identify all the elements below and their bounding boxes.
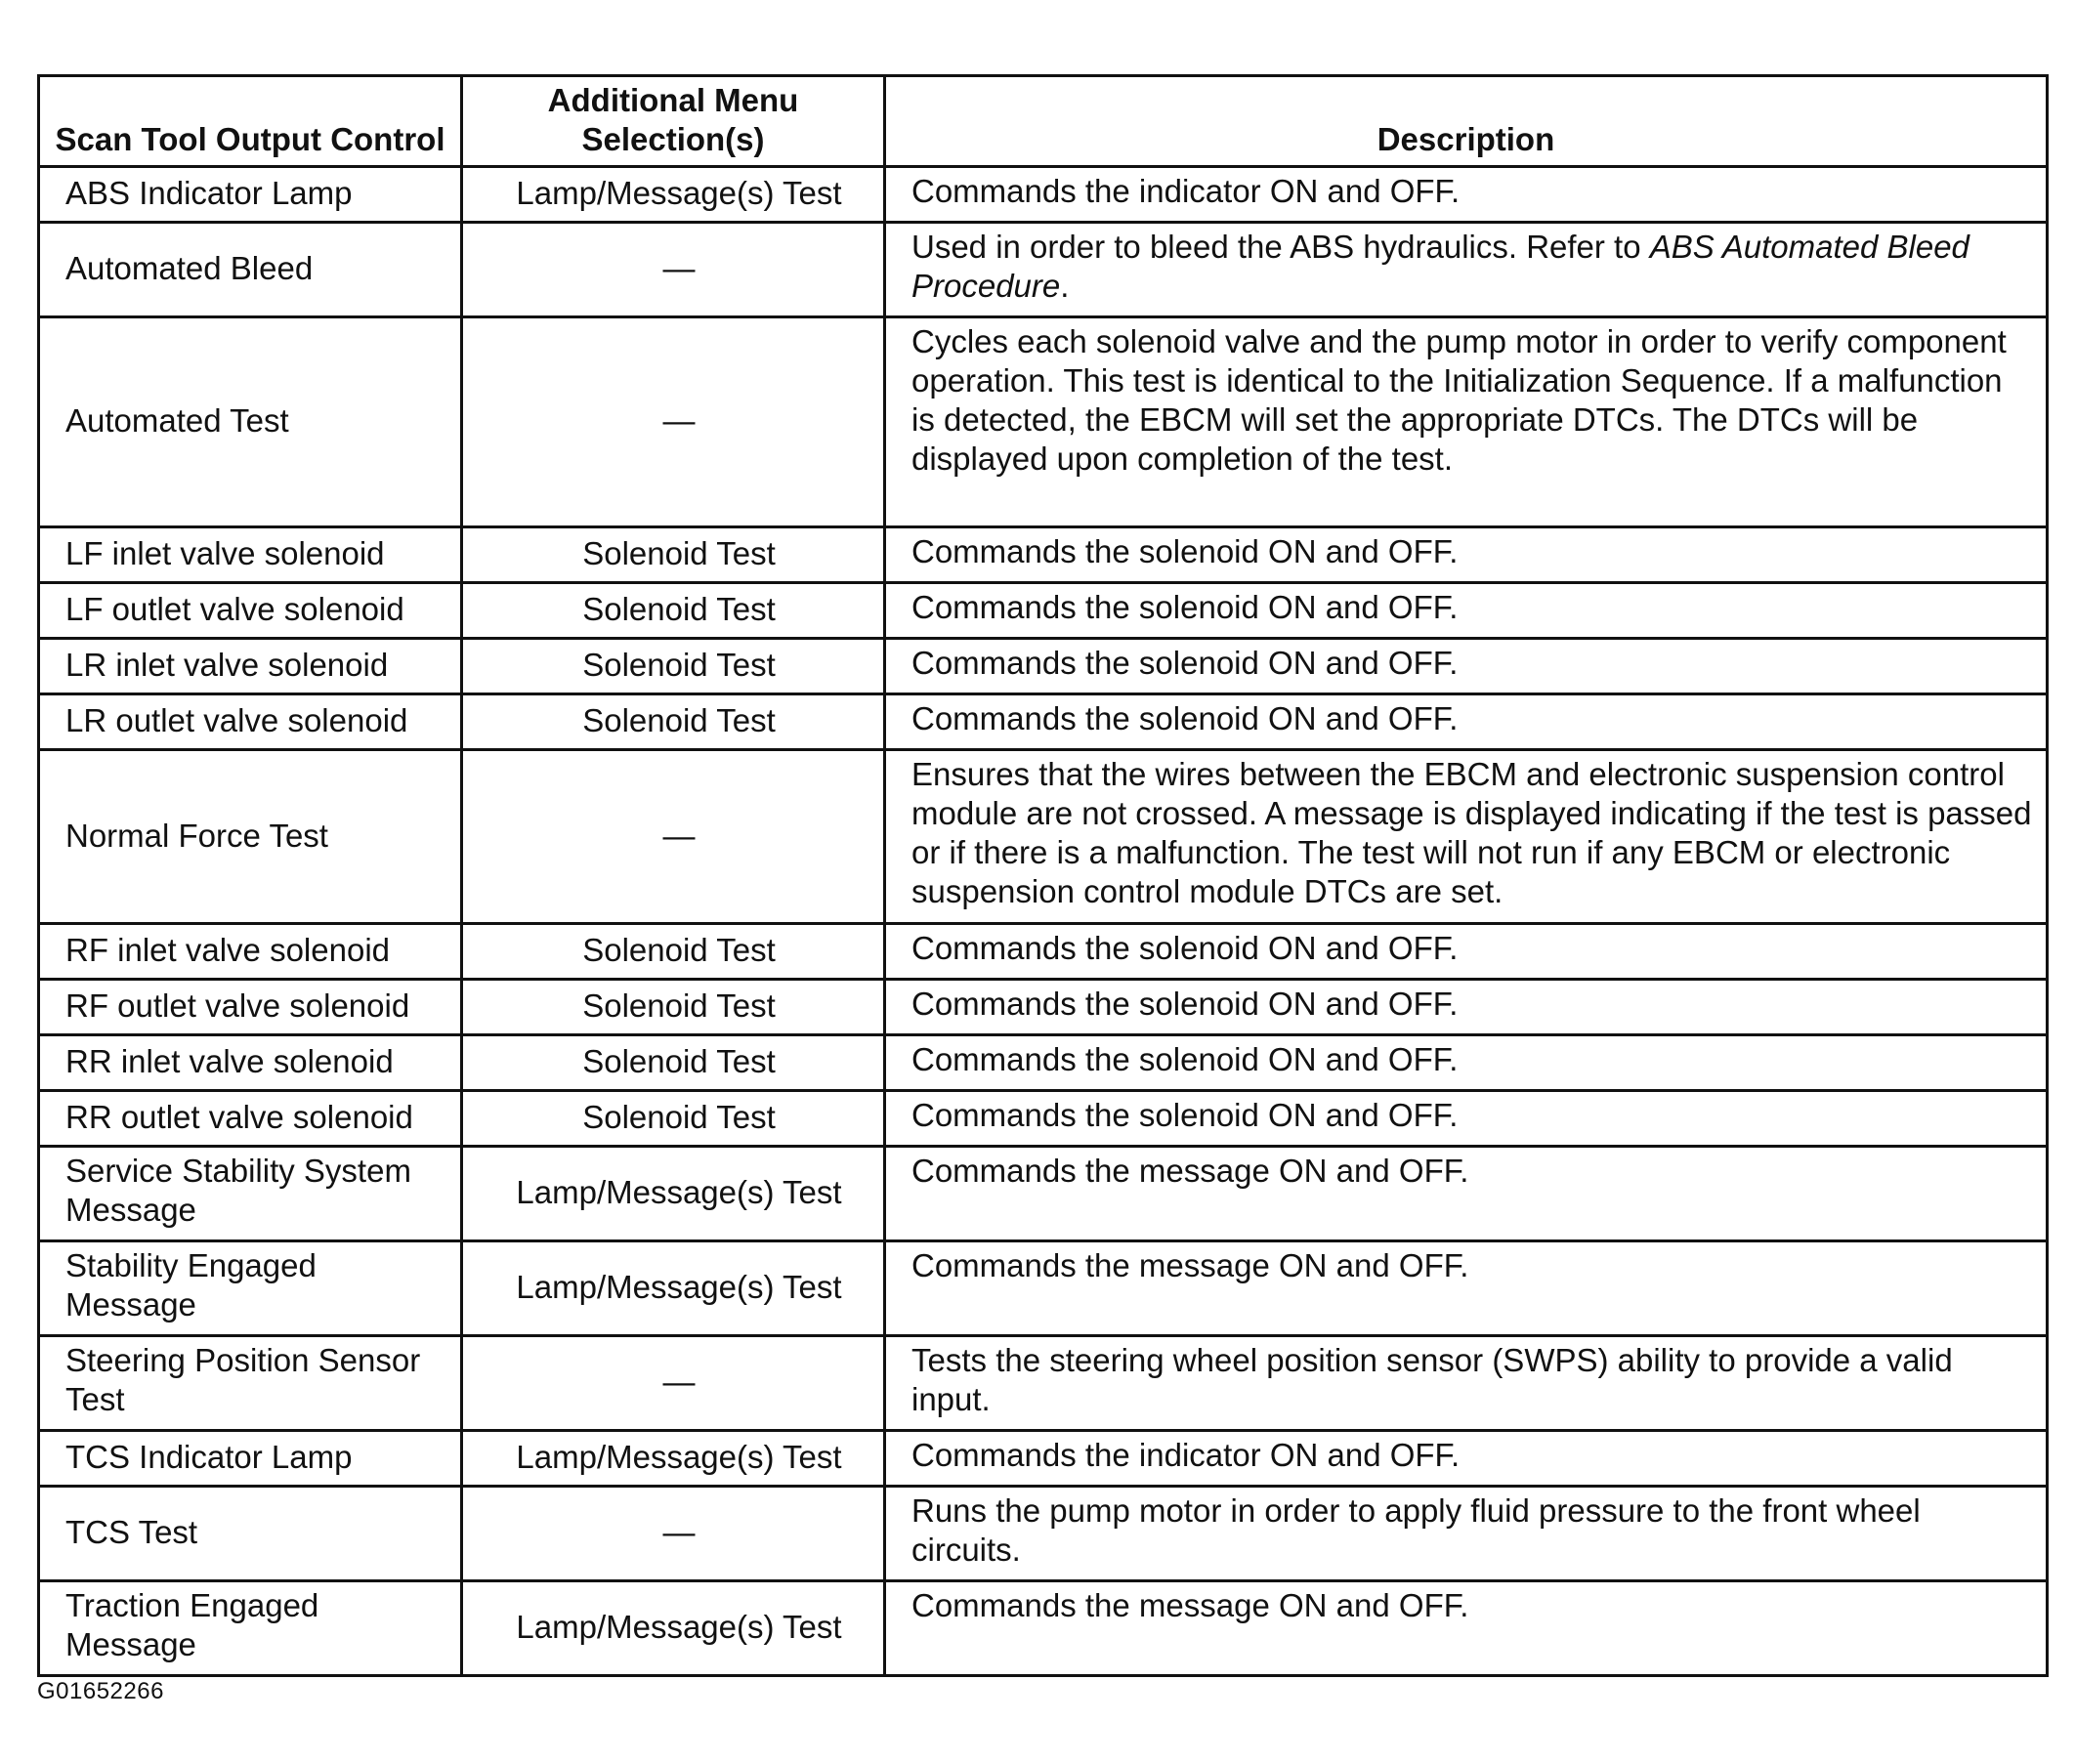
description-text: Commands the solenoid ON and OFF.: [911, 1041, 1459, 1077]
control-cell: LF outlet valve solenoid: [39, 583, 462, 639]
description-text: Commands the solenoid ON and OFF.: [911, 645, 1459, 681]
control-cell: Service Stability System Message: [39, 1147, 462, 1241]
description-cell: [885, 1336, 2048, 1431]
description-text: Used in order to bleed the ABS hydraulics. Refer to: [911, 229, 1650, 265]
menu-selection-cell: Lamp/Message(s) Test: [462, 1581, 885, 1676]
table-row: [39, 1241, 2048, 1336]
table-row: [39, 527, 2048, 583]
table-row: [39, 1487, 2048, 1581]
figure-id: G01652266: [37, 1678, 164, 1704]
table-row: [39, 317, 2048, 527]
description-cell: [885, 694, 2048, 750]
description-cell: [885, 750, 2048, 924]
control-cell: Steering Position Sensor Test: [39, 1336, 462, 1431]
menu-selection-cell: Solenoid Test: [462, 1035, 885, 1091]
menu-selection-cell: —: [462, 1487, 885, 1581]
menu-selection-cell: Solenoid Test: [462, 1091, 885, 1147]
description-cell: [885, 1035, 2048, 1091]
description-text: Commands the solenoid ON and OFF.: [911, 700, 1459, 736]
description-cell: [885, 1431, 2048, 1487]
menu-selection-cell: Solenoid Test: [462, 639, 885, 694]
description-text: Ensures that the wires between the EBCM and electronic suspension control module are not crossed. A message is displayed indicating if the test is passed or if there is a malfunction. The test will not run if any EBCM or electronic suspension control module DTCs are set.: [911, 756, 2032, 909]
description-text: Commands the message ON and OFF.: [911, 1587, 1469, 1623]
menu-selection-cell: Solenoid Test: [462, 924, 885, 980]
table-row: [39, 639, 2048, 694]
description-text: Commands the solenoid ON and OFF.: [911, 986, 1459, 1022]
description-text: Commands the solenoid ON and OFF.: [911, 533, 1459, 569]
table-row: [39, 924, 2048, 980]
control-cell: LR outlet valve solenoid: [39, 694, 462, 750]
control-cell: LF inlet valve solenoid: [39, 527, 462, 583]
menu-selection-cell: —: [462, 317, 885, 527]
description-text: Commands the solenoid ON and OFF.: [911, 1097, 1459, 1133]
table-row: [39, 750, 2048, 924]
description-cell: [885, 167, 2048, 223]
table-row: [39, 583, 2048, 639]
description-cell: [885, 1241, 2048, 1336]
table-header-row: [39, 76, 2048, 167]
description-text: Commands the indicator ON and OFF.: [911, 1437, 1461, 1473]
description-cell: [885, 1581, 2048, 1676]
menu-selection-cell: —: [462, 750, 885, 924]
description-cell: [885, 1487, 2048, 1581]
menu-selection-cell: Solenoid Test: [462, 583, 885, 639]
control-cell: Normal Force Test: [39, 750, 462, 924]
description-cell: [885, 527, 2048, 583]
description-text: Commands the solenoid ON and OFF.: [911, 930, 1459, 966]
control-cell: RR outlet valve solenoid: [39, 1091, 462, 1147]
description-cell: [885, 1091, 2048, 1147]
description-cell: [885, 1147, 2048, 1241]
description-text: Commands the message ON and OFF.: [911, 1247, 1469, 1283]
menu-selection-cell: Lamp/Message(s) Test: [462, 1241, 885, 1336]
description-cell: [885, 223, 2048, 317]
table-body: [39, 167, 2048, 1676]
description-text: Cycles each solenoid valve and the pump motor in order to verify component operation. This test is identical to the Initialization Sequence. If a malfunction is detected, the EBCM will set the appropriate DTCs. The DTCs will be displayed upon completion of the test.: [911, 323, 2007, 477]
menu-selection-cell: Lamp/Message(s) Test: [462, 1431, 885, 1487]
description-cell: [885, 924, 2048, 980]
description-cell: [885, 980, 2048, 1035]
description-text: Runs the pump motor in order to apply fluid pressure to the front wheel circuits.: [911, 1492, 1921, 1568]
table-row: [39, 694, 2048, 750]
control-cell: Automated Test: [39, 317, 462, 527]
table-row: [39, 167, 2048, 223]
description-end: .: [1060, 268, 1070, 304]
control-cell: Stability Engaged Message: [39, 1241, 462, 1336]
menu-selection-cell: Lamp/Message(s) Test: [462, 167, 885, 223]
description-cell: [885, 583, 2048, 639]
table-row: [39, 980, 2048, 1035]
control-cell: LR inlet valve solenoid: [39, 639, 462, 694]
menu-selection-cell: Solenoid Test: [462, 694, 885, 750]
table-row: [39, 1035, 2048, 1091]
header-description: Description: [885, 76, 2048, 167]
description-text: Commands the message ON and OFF.: [911, 1153, 1469, 1189]
control-cell: Automated Bleed: [39, 223, 462, 317]
table-row: [39, 1091, 2048, 1147]
description-text: Commands the solenoid ON and OFF.: [911, 589, 1459, 625]
header-additional-menu-selections: Additional Menu Selection(s): [462, 76, 885, 167]
description-text: Commands the indicator ON and OFF.: [911, 173, 1461, 209]
scan-tool-output-control-table: [37, 74, 2049, 1677]
table-row: [39, 1581, 2048, 1676]
control-cell: RF inlet valve solenoid: [39, 924, 462, 980]
table-row: [39, 223, 2048, 317]
procedure-reference: ABS Automated Bleed Procedure: [911, 229, 1969, 304]
table-row: [39, 1336, 2048, 1431]
menu-selection-cell: —: [462, 1336, 885, 1431]
control-cell: TCS Test: [39, 1487, 462, 1581]
description-cell: [885, 317, 2048, 527]
description-cell: [885, 639, 2048, 694]
header-scan-tool-output-control: Scan Tool Output Control: [39, 76, 462, 167]
control-cell: RR inlet valve solenoid: [39, 1035, 462, 1091]
control-cell: RF outlet valve solenoid: [39, 980, 462, 1035]
description-text: Tests the steering wheel position sensor (SWPS) ability to provide a valid input.: [911, 1342, 1953, 1417]
table-row: [39, 1431, 2048, 1487]
control-cell: ABS Indicator Lamp: [39, 167, 462, 223]
control-cell: Traction Engaged Message: [39, 1581, 462, 1676]
control-cell: TCS Indicator Lamp: [39, 1431, 462, 1487]
menu-selection-cell: Solenoid Test: [462, 980, 885, 1035]
table-row: [39, 1147, 2048, 1241]
menu-selection-cell: —: [462, 223, 885, 317]
menu-selection-cell: Lamp/Message(s) Test: [462, 1147, 885, 1241]
menu-selection-cell: Solenoid Test: [462, 527, 885, 583]
